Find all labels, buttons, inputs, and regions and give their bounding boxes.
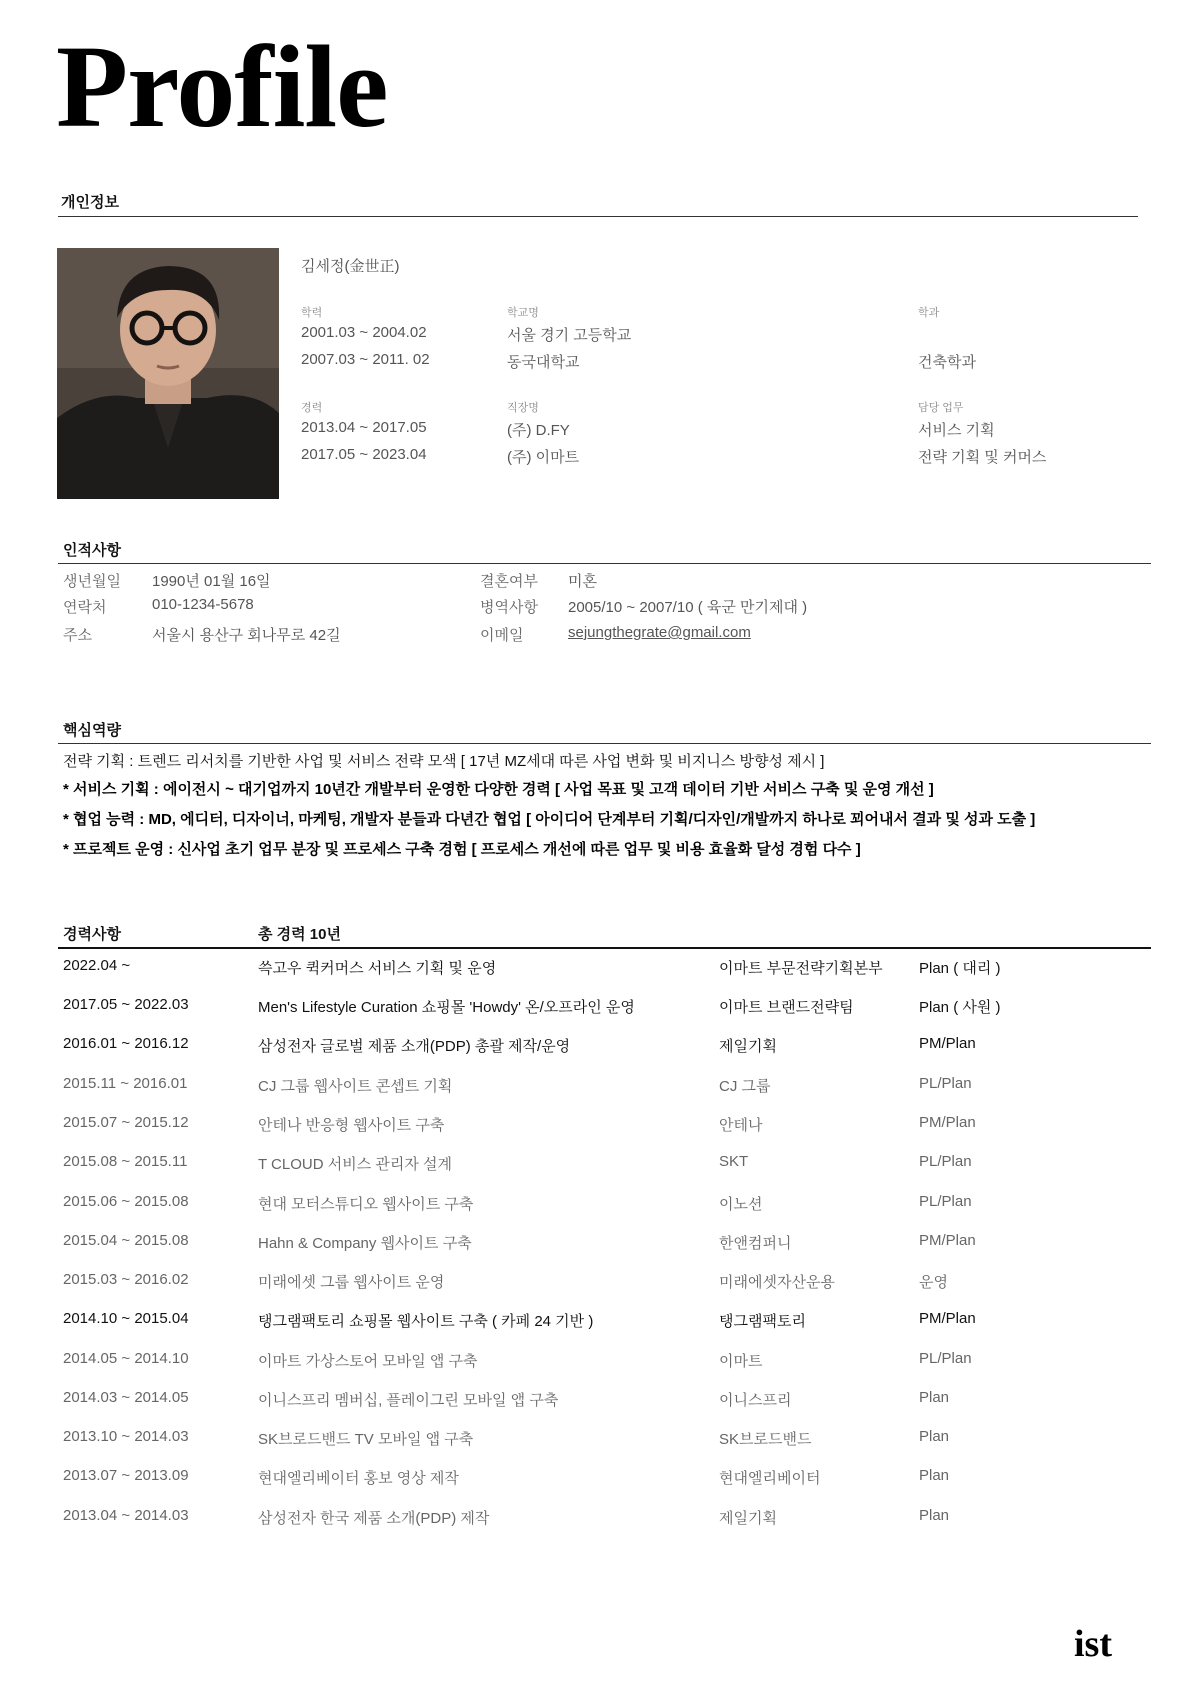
career-row	[63, 1310, 1143, 1330]
career-client: 안테나	[719, 1117, 763, 1134]
career-client: 이마트 부문전략기획본부	[719, 960, 883, 977]
career-project: 이마트 가상스토어 모바일 앱 구축	[258, 1353, 478, 1370]
career-period: 2015.04 ~ 2015.08	[63, 1232, 189, 1249]
career-row	[63, 957, 1143, 977]
career-period: 2014.10 ~ 2015.04	[63, 1310, 189, 1327]
career-project: 쓱고우 퀵커머스 서비스 기획 및 운영	[258, 960, 497, 977]
company-label: 직장명	[507, 402, 539, 414]
contact-value: 010-1234-5678	[152, 596, 254, 613]
email-label: 이메일	[480, 627, 524, 644]
total-career: 총 경력 10년	[258, 926, 341, 943]
career-client: 현대엘리베이터	[719, 1470, 821, 1487]
career-role: 운영	[919, 1274, 948, 1291]
education-school: 동국대학교	[507, 354, 580, 371]
education-school: 서울 경기 고등학교	[507, 327, 632, 344]
career-duty: 전략 기획 및 커머스	[918, 449, 1047, 466]
career-row	[63, 996, 1143, 1016]
divider	[58, 563, 1151, 564]
career-row	[63, 1271, 1143, 1291]
section-heading-personal: 개인정보	[61, 194, 119, 211]
career-period: 2016.01 ~ 2016.12	[63, 1035, 189, 1052]
profile-photo	[57, 248, 279, 499]
career-role: Plan ( 대리 )	[919, 960, 1001, 977]
career-duty: 서비스 기획	[918, 422, 995, 439]
career-role: PM/Plan	[919, 1232, 976, 1249]
career-period: 2017.05 ~ 2023.04	[301, 446, 427, 463]
career-client: CJ 그룹	[719, 1078, 771, 1095]
competency-item: * 프로젝트 운영 : 신사업 초기 업무 분장 및 프로세스 구축 경험 [ 프로세스 개선에 따른 업무 및 비용 효율화 달성 경험 다수 ]	[63, 841, 861, 858]
career-role: Plan ( 사원 )	[919, 999, 1001, 1016]
career-period: 2013.07 ~ 2013.09	[63, 1467, 189, 1484]
career-client: 제일기획	[719, 1038, 777, 1055]
career-period: 2022.04 ~	[63, 957, 131, 974]
address-value: 서울시 용산구 회나무로 42길	[152, 627, 341, 644]
divider	[58, 947, 1151, 949]
career-period: 2015.07 ~ 2015.12	[63, 1114, 189, 1131]
career-client: SK브로드밴드	[719, 1431, 812, 1448]
competency-item: * 서비스 기획 : 에이전시 ~ 대기업까지 10년간 개발부터 운영한 다양한 경력 [ 사업 목표 및 고객 데이터 기반 서비스 구축 및 운영 개선 ]	[63, 781, 934, 798]
career-client: 탱그램팩토리	[719, 1313, 806, 1330]
career-role: PL/Plan	[919, 1193, 972, 1210]
career-project: Men's Lifestyle Curation 쇼핑몰 'Howdy' 온/오프라인 운영	[258, 999, 635, 1016]
career-project: 안테나 반응형 웹사이트 구축	[258, 1117, 445, 1134]
career-label: 경력	[301, 402, 323, 414]
career-row	[63, 1075, 1143, 1095]
career-period: 2013.04 ~ 2017.05	[301, 419, 427, 436]
career-role: Plan	[919, 1467, 950, 1484]
page-title: Profile	[56, 21, 388, 152]
career-role: PL/Plan	[919, 1153, 972, 1170]
career-project: SK브로드밴드 TV 모바일 앱 구축	[258, 1431, 474, 1448]
brand-logo: ist	[1074, 1623, 1112, 1665]
education-major: 건축학과	[918, 354, 976, 371]
career-row	[63, 1193, 1143, 1213]
divider	[58, 216, 1138, 217]
career-role: PL/Plan	[919, 1350, 972, 1367]
school-label: 학교명	[507, 307, 539, 319]
career-period: 2015.06 ~ 2015.08	[63, 1193, 189, 1210]
career-row	[63, 1507, 1143, 1527]
education-period: 2007.03 ~ 2011. 02	[301, 351, 430, 368]
career-client: 이니스프리	[719, 1392, 792, 1409]
career-period: 2015.03 ~ 2016.02	[63, 1271, 189, 1288]
person-name: 김세정(金世正)	[301, 258, 400, 275]
career-period: 2015.08 ~ 2015.11	[63, 1153, 188, 1170]
career-client: SKT	[719, 1153, 749, 1170]
career-row	[63, 1467, 1143, 1487]
section-heading-competency: 핵심역량	[63, 722, 121, 739]
career-role: Plan	[919, 1507, 950, 1524]
marriage-value: 미혼	[568, 573, 597, 590]
email-link[interactable]: sejungthegrate@gmail.com	[568, 624, 751, 641]
career-project: Hahn & Company 웹사이트 구축	[258, 1235, 472, 1252]
career-project: 탱그램팩토리 쇼핑몰 웹사이트 구축 ( 카페 24 기반 )	[258, 1313, 594, 1330]
career-client: 미래에셋자산운용	[719, 1274, 835, 1291]
major-label: 학과	[918, 307, 940, 319]
career-client: 이노션	[719, 1196, 763, 1213]
address-label: 주소	[63, 627, 92, 644]
career-role: Plan	[919, 1428, 950, 1445]
birth-label: 생년월일	[63, 573, 121, 590]
marriage-label: 결혼여부	[480, 573, 538, 590]
career-period: 2014.03 ~ 2014.05	[63, 1389, 189, 1406]
divider	[58, 743, 1151, 744]
career-period: 2017.05 ~ 2022.03	[63, 996, 189, 1013]
career-row	[63, 1153, 1143, 1173]
career-row	[63, 1350, 1143, 1370]
career-client: 한앤컴퍼니	[719, 1235, 792, 1252]
career-row	[63, 1232, 1143, 1252]
career-row	[63, 1389, 1143, 1409]
career-client: 제일기획	[719, 1510, 777, 1527]
contact-label: 연락처	[63, 599, 107, 616]
competency-item: 전략 기획 : 트렌드 리서치를 기반한 사업 및 서비스 전략 모색 [ 17년 MZ세대 따른 사업 변화 및 비지니스 방향성 제시 ]	[63, 753, 825, 770]
career-role: PM/Plan	[919, 1114, 976, 1131]
career-company: (주) D.FY	[507, 422, 570, 439]
career-period: 2013.04 ~ 2014.03	[63, 1507, 189, 1524]
duty-label: 담당 업무	[918, 402, 964, 414]
career-project: T CLOUD 서비스 관리자 설계	[258, 1156, 452, 1173]
career-client: 이마트	[719, 1353, 763, 1370]
career-role: PM/Plan	[919, 1310, 976, 1327]
career-project: 미래에셋 그룹 웹사이트 운영	[258, 1274, 445, 1291]
career-project: CJ 그룹 웹사이트 콘셉트 기획	[258, 1078, 453, 1095]
career-period: 2014.05 ~ 2014.10	[63, 1350, 189, 1367]
education-label: 학력	[301, 307, 323, 319]
career-project: 현대 모터스튜디오 웹사이트 구축	[258, 1196, 474, 1213]
career-role: Plan	[919, 1389, 950, 1406]
career-row	[63, 1114, 1143, 1134]
career-project: 삼성전자 한국 제품 소개(PDP) 제작	[258, 1510, 490, 1527]
birth-value: 1990년 01월 16일	[152, 573, 271, 590]
career-project: 삼성전자 글로벌 제품 소개(PDP) 총괄 제작/운영	[258, 1038, 571, 1055]
competency-item: * 협업 능력 : MD, 에디터, 디자이너, 마케팅, 개발자 분들과 다년간 협업 [ 아이디어 단계부터 기획/디자인/개발까지 하나로 꾀어내서 결과 및 성과 도출 ]	[63, 811, 1036, 828]
education-period: 2001.03 ~ 2004.02	[301, 324, 427, 341]
career-role: PM/Plan	[919, 1035, 976, 1052]
career-period: 2013.10 ~ 2014.03	[63, 1428, 189, 1445]
career-project: 현대엘리베이터 홍보 영상 제작	[258, 1470, 459, 1487]
military-label: 병역사항	[480, 599, 538, 616]
career-period: 2015.11 ~ 2016.01	[63, 1075, 188, 1092]
career-row	[63, 1035, 1143, 1055]
career-role: PL/Plan	[919, 1075, 972, 1092]
career-row	[63, 1428, 1143, 1448]
career-project: 이니스프리 멤버십, 플레이그린 모바일 앱 구축	[258, 1392, 559, 1409]
section-heading-info: 인적사항	[63, 542, 121, 559]
career-company: (주) 이마트	[507, 449, 580, 466]
section-heading-career: 경력사항	[63, 926, 121, 943]
career-client: 이마트 브랜드전략팀	[719, 999, 854, 1016]
military-value: 2005/10 ~ 2007/10 ( 육군 만기제대 )	[568, 599, 808, 616]
